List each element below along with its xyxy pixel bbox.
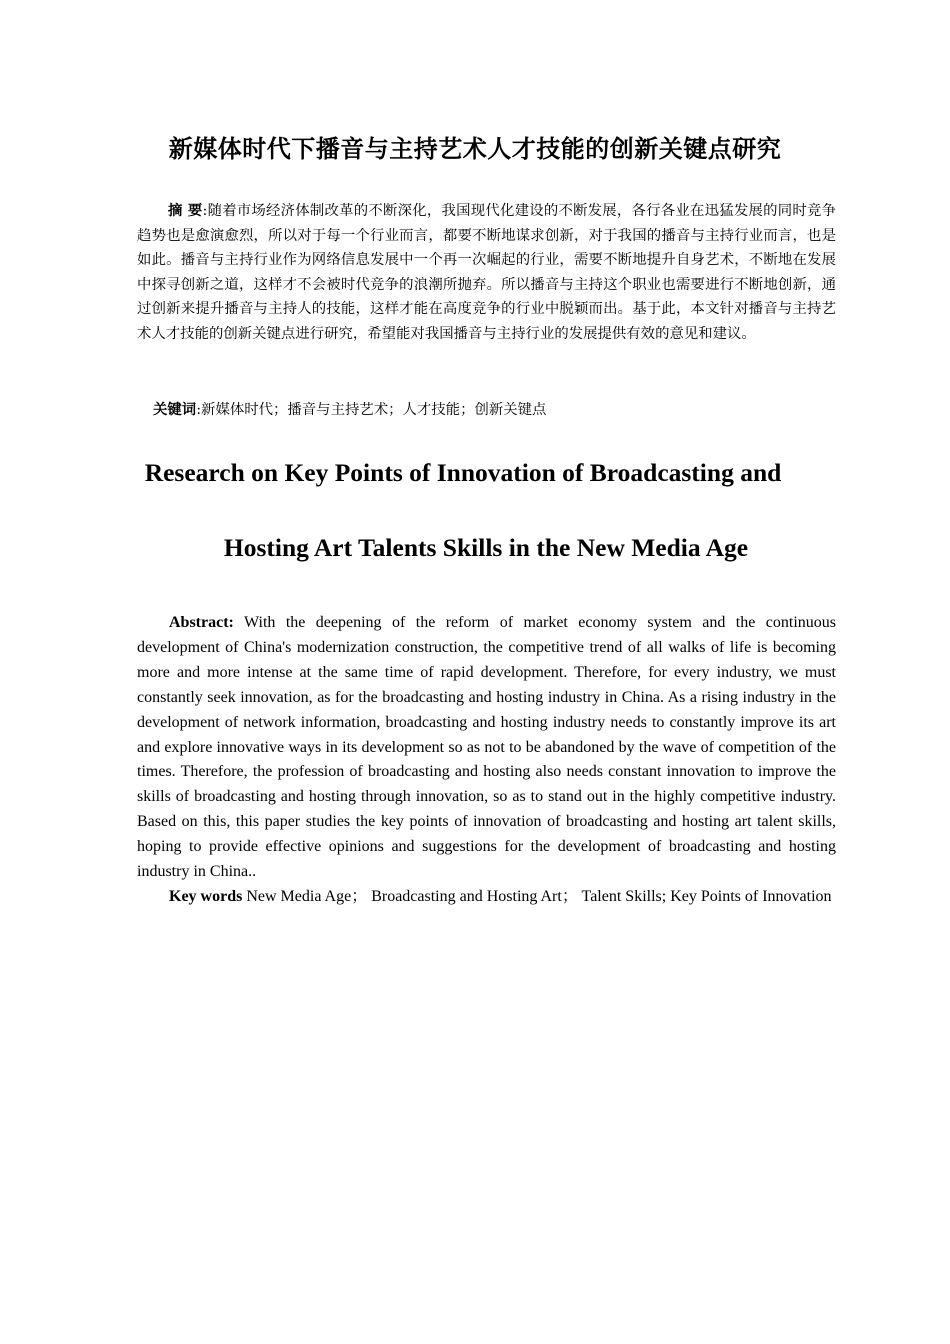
english-abstract-text: With the deepening of the reform of market economy system and the continuous development of China's modernization construction, the competitive trend of all walks of life is becoming more and more intense at the same time of rapid development. Therefore, for every industry, we must constantly seek innovation, as for the broadcasting and hosting industry in China. As a rising industry in the development of network information, broadcasting and hosting industry needs to constantly improve its art and explore innovative ways in its development so as not to be abandoned by the wave of competition of the times. Therefore, the profession of broadcasting and hosting also needs constant innovation to improve the skills of broadcasting and hosting through innovation, so as to stand out in the highly competitive industry. Based on this, this paper studies the key points of innovation of broadcasting and hosting art talent skills, hoping to provide effective opinions and suggestions for the development of broadcasting and hosting industry in China.. xyxy=(137,614,837,881)
english-keywords-label: Key words xyxy=(169,888,243,905)
english-keywords xyxy=(137,885,836,910)
english-abstract xyxy=(137,611,836,885)
chinese-abstract-text: 随着市场经济体制改革的不断深化，我国现代化建设的不断发展，各行各业在迅猛发展的同时竞争趋势也是愈演愈烈，所以对于每一个行业而言，都要不断地谋求创新，对于我国的播音与主持行业而言，也是如此。播音与主持行业作为网络信息发展中一个再一次崛起的行业，需要不断地提升自身艺术，不断地在发展中探寻创新之道，这样才不会被时代竞争的浪潮所抛弃。所以播音与主持这个职业也需要进行不断地创新，通过创新来提升播音与主持人的技能，这样才能在高度竞争的行业中脱颖而出。基于此，本文针对播音与主持艺术人才技能的创新关键点进行研究，希望能对我国播音与主持行业的发展提供有效的意见和建议。 xyxy=(137,203,836,342)
chinese-title: 新媒体时代下播音与主持艺术人才技能的创新关键点研究 xyxy=(168,135,782,163)
english-keywords-text: New Media Age； Broadcasting and Hosting Art； Talent Skills; Key Points of Innovation xyxy=(246,888,832,905)
english-abstract-label: Abstract: xyxy=(169,614,234,631)
chinese-keywords xyxy=(153,398,836,422)
chinese-keywords-separator: : xyxy=(196,402,202,418)
chinese-abstract xyxy=(137,199,836,347)
chinese-keywords-label: 关键词 xyxy=(153,402,197,418)
english-title-line-1: Research on Key Points of Innovation of Broadcasting and xyxy=(144,458,782,487)
chinese-abstract-label: 摘 要 xyxy=(168,203,203,219)
chinese-abstract-separator: : xyxy=(202,203,208,219)
english-title-line-2: Hosting Art Talents Skills in the New Media Age xyxy=(223,533,749,562)
chinese-keywords-text: 新媒体时代；播音与主持艺术；人才技能；创新关键点 xyxy=(201,402,547,418)
